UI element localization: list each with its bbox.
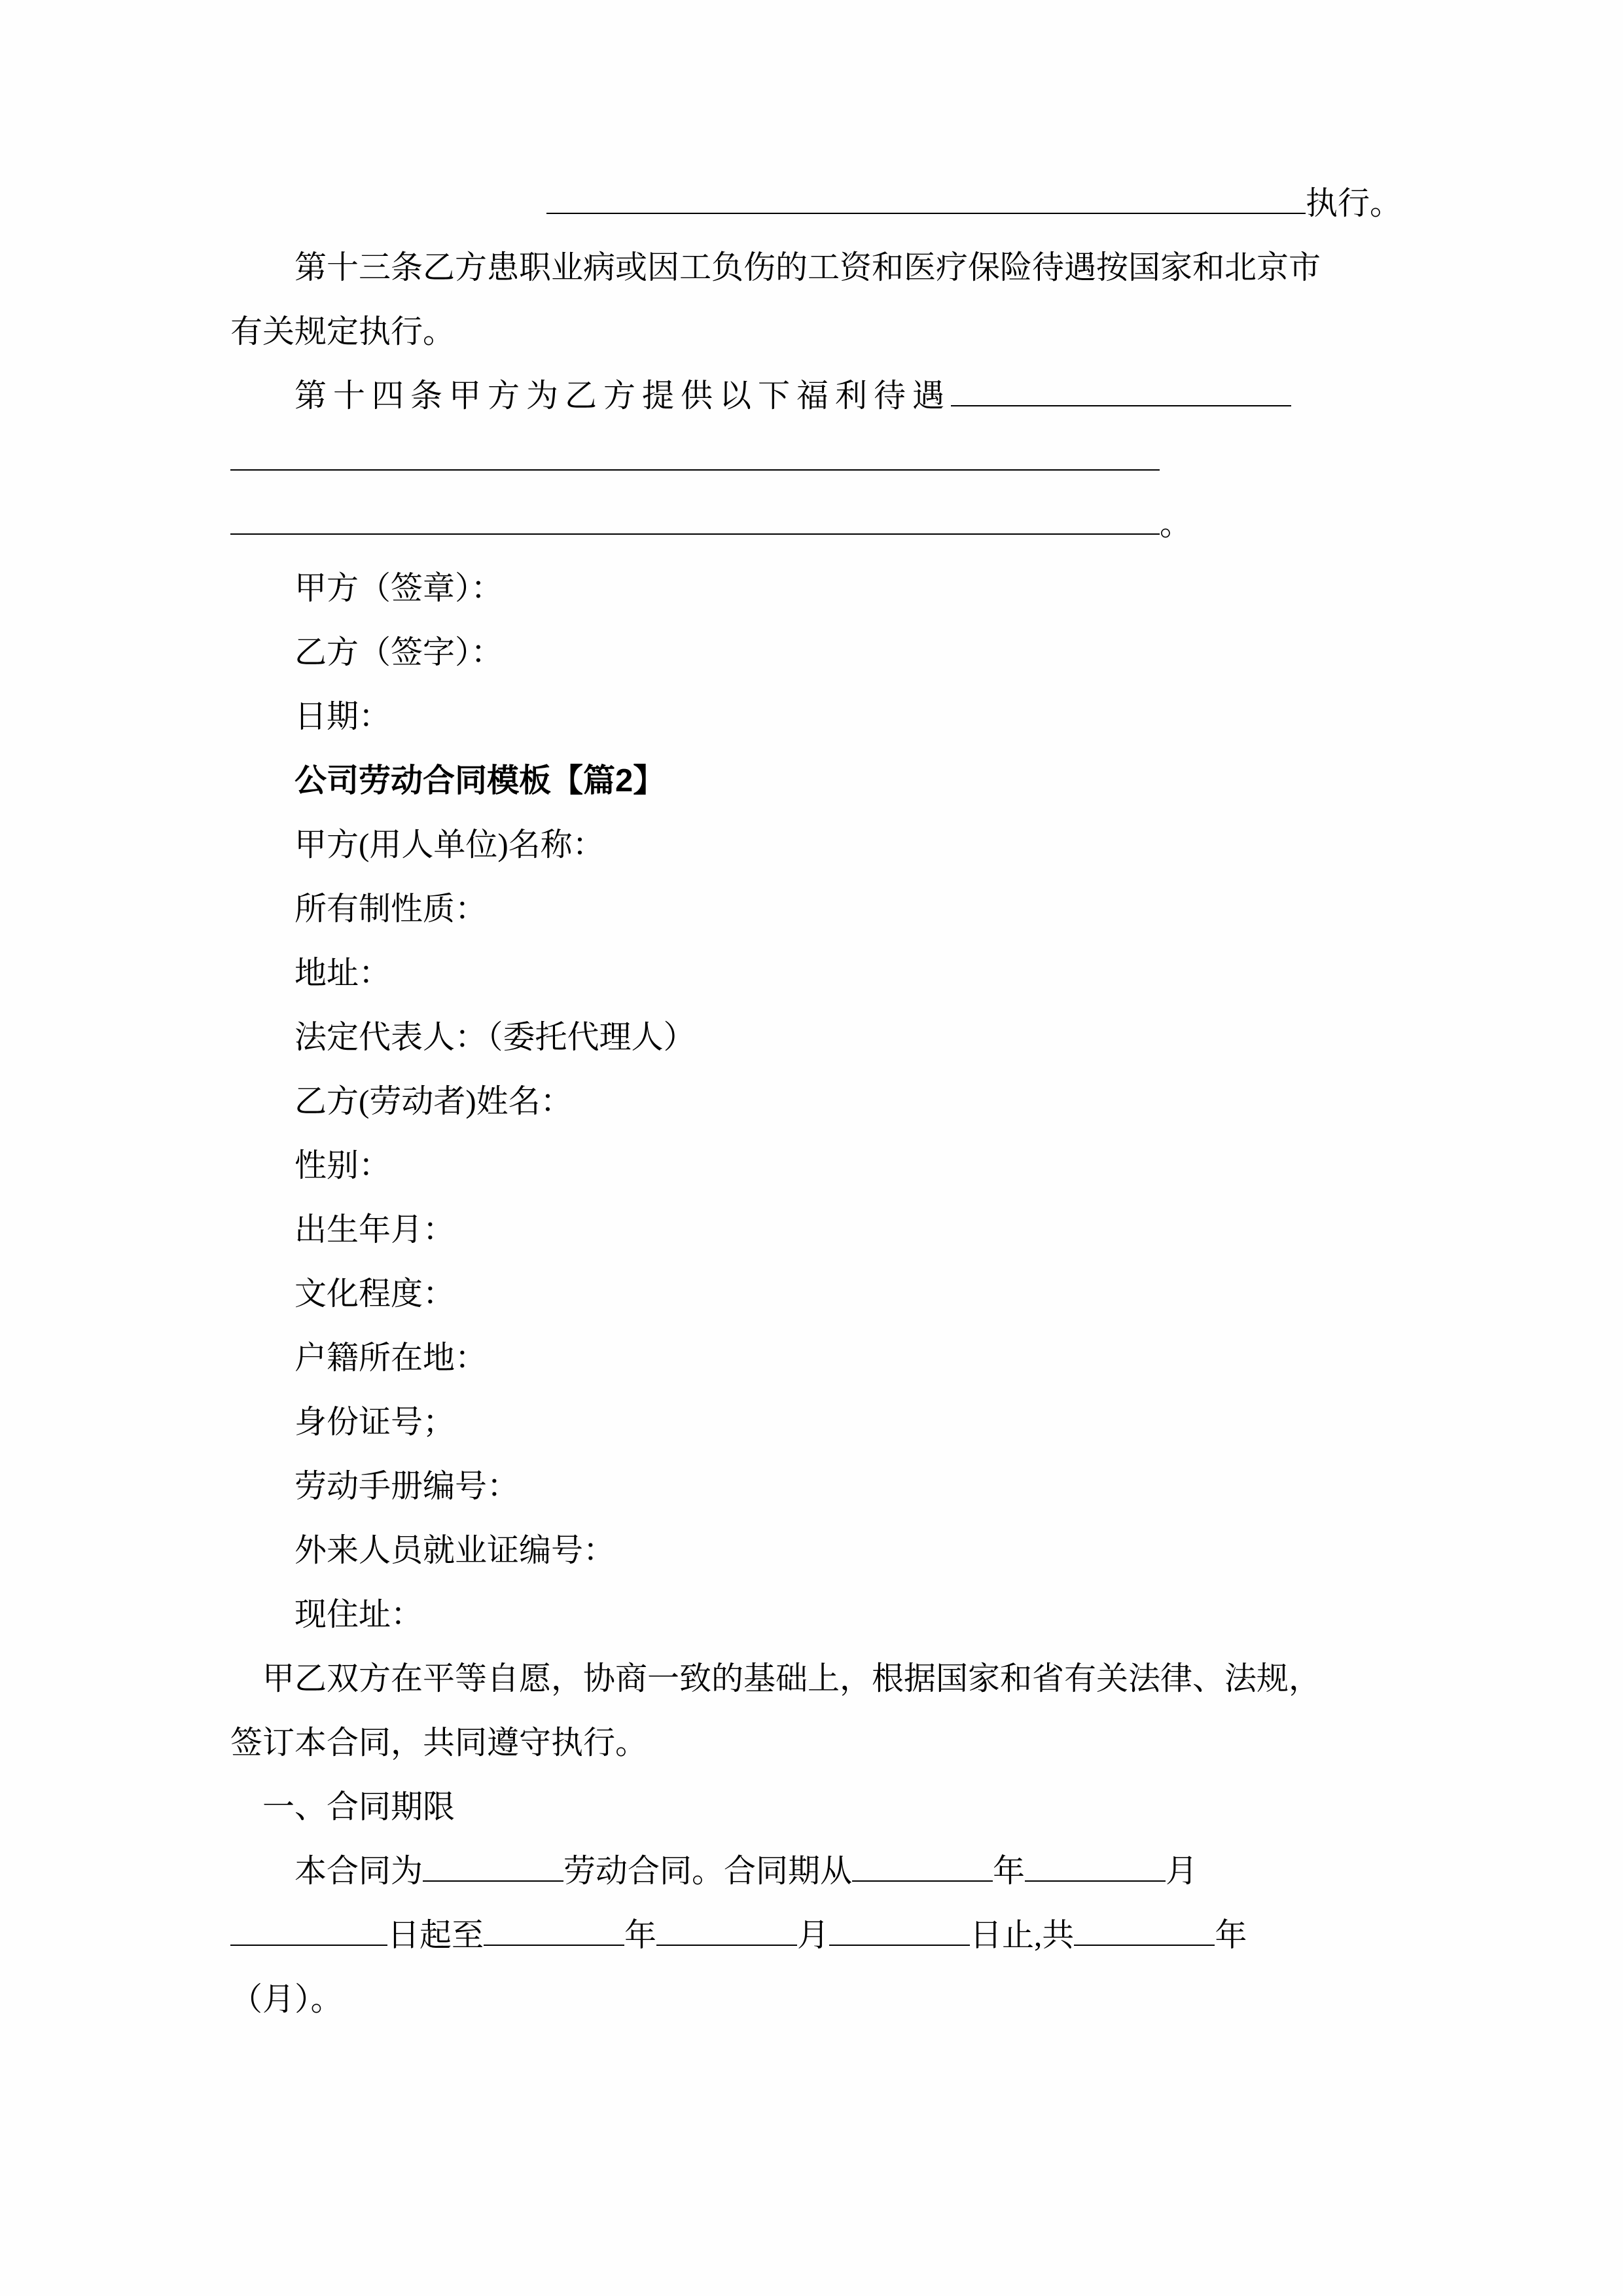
field-party-b-name: 乙方(劳动者)姓名： [294, 1083, 573, 1119]
fill-blank-start-year[interactable] [852, 1853, 993, 1882]
field-legal-representative: 法定代表人：（委托代理人） [294, 1019, 696, 1055]
field-address: 地址： [294, 955, 391, 991]
fill-blank-welfare-2[interactable] [230, 442, 1160, 471]
line-preamble-2: 签订本合同，共同遵守执行。 [230, 1725, 648, 1761]
line-welfare-blank-2 [230, 428, 1402, 492]
field-labor-manual-number: 劳动手册编号： [294, 1468, 520, 1504]
line-exec-tail [230, 171, 1402, 236]
fill-blank-start-month[interactable] [1025, 1853, 1166, 1882]
term-2-c: 月 [797, 1917, 830, 1953]
field-id-number: 身份证号； [294, 1404, 455, 1440]
field-birth-date: 出生年月： [294, 1211, 455, 1247]
line-sign-party-b: 乙方（签字）： [294, 634, 503, 670]
fill-blank-end-day[interactable] [829, 1917, 970, 1946]
line-article-13: 第十三条乙方患职业病或因工负伤的工资和医疗保险待遇按国家和北京市 [294, 249, 1321, 285]
term-1-a: 本合同为 [294, 1853, 423, 1889]
term-1-d: 月 [1166, 1853, 1198, 1889]
field-household-location: 户籍所在地： [294, 1340, 488, 1376]
article-14-text: 第十四条甲方为乙方提供以下福利待遇 [294, 378, 952, 414]
document-body [230, 171, 1402, 2032]
fill-blank-welfare-3[interactable] [230, 506, 1160, 535]
fill-blank-welfare-1[interactable] [951, 378, 1291, 406]
line-sign-party-a: 甲方（签章）： [294, 570, 503, 606]
fill-blank-total-years[interactable] [1074, 1917, 1215, 1946]
exec-tail-text: 执行。 [1305, 185, 1402, 221]
welfare-period: 。 [1160, 506, 1192, 542]
line-preamble-1: 甲乙双方在平等自愿，协商一致的基础上，根据国家和省有关法律、法规， [262, 1660, 1321, 1696]
line-term-3: （月）。 [230, 1981, 343, 2017]
term-2-a: 日起至 [387, 1917, 484, 1953]
line-term-2 [230, 1903, 1402, 1967]
field-ownership: 所有制性质： [294, 891, 488, 927]
term-2-b: 年 [624, 1917, 657, 1953]
term-2-d: 日止,共 [970, 1917, 1075, 1953]
term-1-b: 劳动合同。合同期从 [563, 1853, 853, 1889]
line-sign-date: 日期： [294, 698, 391, 734]
field-party-a-name: 甲方(用人单位)名称： [294, 827, 605, 863]
field-education: 文化程度： [294, 1276, 455, 1312]
field-current-address: 现住址： [294, 1596, 423, 1632]
fill-blank-exec[interactable] [546, 185, 1306, 214]
term-2-e: 年 [1215, 1917, 1247, 1953]
line-welfare-blank-3 [230, 492, 1402, 556]
term-1-c: 年 [993, 1853, 1026, 1889]
fill-blank-end-month[interactable] [656, 1917, 797, 1946]
fill-blank-end-year[interactable] [484, 1917, 624, 1946]
field-work-permit-number: 外来人员就业证编号： [294, 1532, 616, 1568]
section-heading: 公司劳动合同模板【篇2】 [294, 763, 666, 798]
fill-blank-start-day[interactable] [230, 1917, 387, 1946]
clause-one-title: 一、合同期限 [262, 1789, 455, 1825]
line-article-13-cont: 有关规定执行。 [230, 314, 455, 350]
field-gender: 性别： [294, 1147, 391, 1183]
line-term-1 [230, 1839, 1402, 1903]
line-article-14 [230, 364, 1402, 428]
fill-blank-contract-type[interactable] [423, 1853, 563, 1882]
